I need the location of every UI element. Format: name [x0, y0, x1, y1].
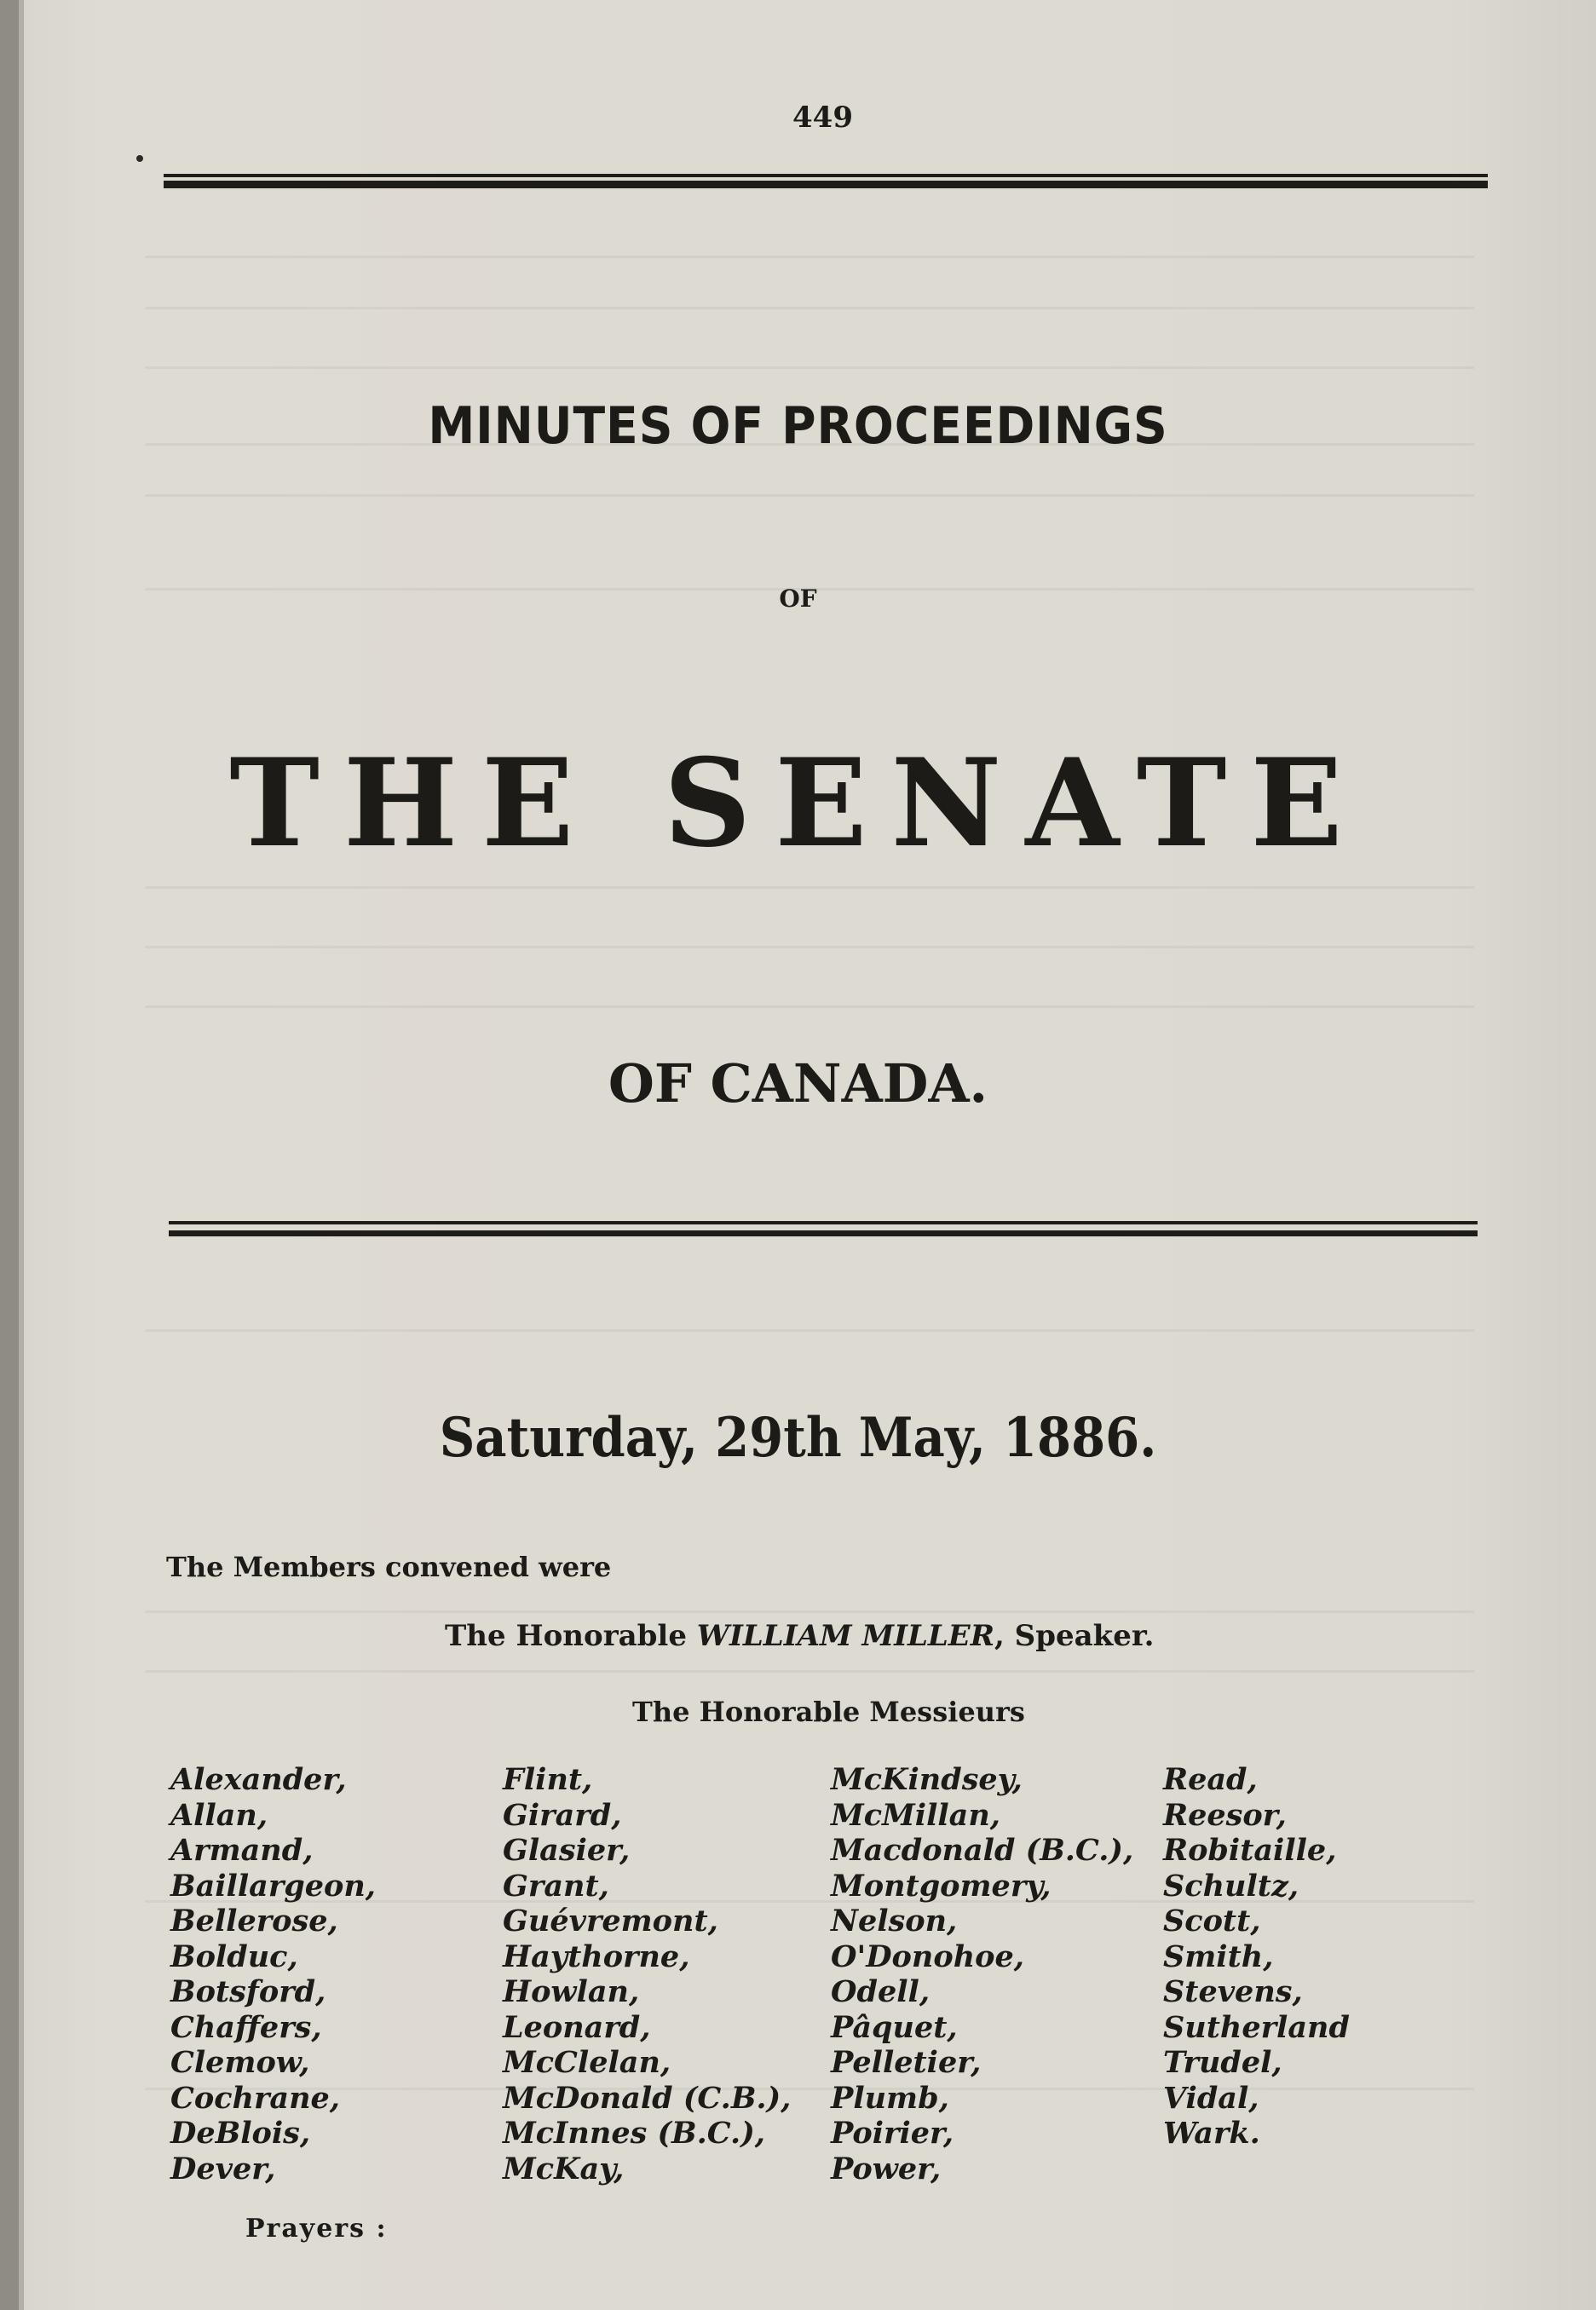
- bleed-through-line: [145, 256, 1474, 258]
- ink-speck: [136, 155, 143, 162]
- senator-name: Sutherland: [1163, 2009, 1350, 2045]
- senator-name: Howlan,: [503, 1974, 640, 2009]
- senator-name: Montgomery,: [831, 1868, 1052, 1904]
- senator-name: Allan,: [170, 1797, 268, 1833]
- speaker-name: WILLIAM MILLER: [696, 1619, 994, 1653]
- senator-name: McKay,: [503, 2151, 625, 2186]
- senator-name: Glasier,: [503, 1833, 631, 1868]
- senator-name: Macdonald (B.C.),: [831, 1833, 1134, 1868]
- bleed-through-line: [145, 366, 1474, 369]
- senator-name: Chaffers,: [170, 2009, 322, 2045]
- heading-minutes-of-proceedings: MINUTES OF PROCEEDINGS: [428, 396, 1168, 456]
- senator-name: Robitaille,: [1163, 1833, 1337, 1868]
- speaker-prefix: The Honorable: [445, 1619, 697, 1653]
- senator-name: Vidal,: [1163, 2080, 1259, 2116]
- bleed-through-line: [145, 946, 1474, 948]
- senator-name: Trudel,: [1163, 2045, 1282, 2080]
- sitting-date: Saturday, 29th May, 1886.: [439, 1406, 1157, 1470]
- heading-of-canada: OF CANADA.: [608, 1052, 988, 1115]
- prayers-heading: Prayers :: [245, 2214, 388, 2244]
- senator-column-1: [170, 1762, 376, 2186]
- middle-rule-thick: [169, 1230, 1478, 1236]
- speaker-line: [445, 1619, 1154, 1653]
- top-rule-thin: [164, 174, 1488, 177]
- senator-name: Nelson,: [831, 1904, 958, 1938]
- bleed-through-line: [145, 1670, 1474, 1673]
- bleed-through-line: [145, 494, 1474, 497]
- bleed-through-line: [145, 1005, 1474, 1008]
- senator-name: Scott,: [1163, 1904, 1261, 1938]
- middle-rule-thin: [169, 1221, 1478, 1224]
- senator-name: Reesor,: [1163, 1797, 1287, 1833]
- senator-name: Schultz,: [1163, 1868, 1299, 1904]
- senator-name: Flint,: [503, 1762, 593, 1797]
- senator-name: O'Donohoe,: [831, 1938, 1024, 1974]
- senator-name: Bellerose,: [170, 1904, 338, 1938]
- bleed-through-line: [145, 886, 1474, 889]
- senator-column-3: [831, 1762, 1133, 2186]
- page-gutter: [0, 0, 19, 2310]
- senator-name: Grant,: [503, 1868, 609, 1904]
- top-rule-thick: [164, 181, 1488, 188]
- senator-name: Smith,: [1163, 1938, 1274, 1974]
- page-number: 449: [792, 101, 853, 135]
- senator-column-2: [503, 1762, 791, 2186]
- senator-name: McClelan,: [503, 2045, 671, 2080]
- senator-name: McDonald (C.B.),: [503, 2080, 792, 2116]
- senator-name: Armand,: [170, 1833, 314, 1868]
- senator-name: Plumb,: [831, 2080, 949, 2116]
- senator-name: Stevens,: [1163, 1974, 1303, 2009]
- heading-the-senate: THE SENATE: [229, 733, 1367, 874]
- senator-name: Pelletier,: [831, 2045, 982, 2080]
- senator-name: Haythorne,: [503, 1938, 690, 1974]
- senator-name: Clemow,: [170, 2045, 310, 2080]
- members-intro: The Members convened were: [166, 1551, 612, 1583]
- senator-name: Cochrane,: [170, 2080, 340, 2116]
- senator-name: Odell,: [831, 1974, 931, 2009]
- bleed-through-line: [145, 307, 1474, 309]
- senator-name: Botsford,: [170, 1974, 326, 2009]
- page-gutter-shadow: [19, 0, 24, 2310]
- senator-name: Alexander,: [170, 1762, 347, 1797]
- senator-name: McInnes (B.C.),: [503, 2116, 765, 2151]
- senator-name: Power,: [831, 2151, 942, 2186]
- senator-name: Guévremont,: [503, 1904, 718, 1938]
- senator-name: Leonard,: [503, 2009, 651, 2045]
- bleed-through-line: [145, 1610, 1474, 1613]
- messieurs-heading: The Honorable Messieurs: [632, 1696, 1025, 1728]
- senator-column-4: [1163, 1762, 1350, 2152]
- bleed-through-line: [145, 1329, 1474, 1332]
- senator-name: McKindsey,: [831, 1762, 1023, 1797]
- senator-name: Dever,: [170, 2151, 276, 2186]
- senator-name: Poirier,: [831, 2116, 954, 2151]
- speaker-suffix: , Speaker.: [994, 1619, 1155, 1653]
- senator-name: DeBlois,: [170, 2116, 311, 2151]
- senator-name: Pâquet,: [831, 2009, 958, 2045]
- senator-name: Baillargeon,: [170, 1868, 376, 1904]
- heading-of: OF: [779, 585, 817, 613]
- senator-name: Wark.: [1163, 2116, 1260, 2151]
- senator-name: Girard,: [503, 1797, 622, 1833]
- senator-name: Read,: [1163, 1762, 1258, 1797]
- senator-name: Bolduc,: [170, 1938, 298, 1974]
- senator-name: McMillan,: [831, 1797, 1000, 1833]
